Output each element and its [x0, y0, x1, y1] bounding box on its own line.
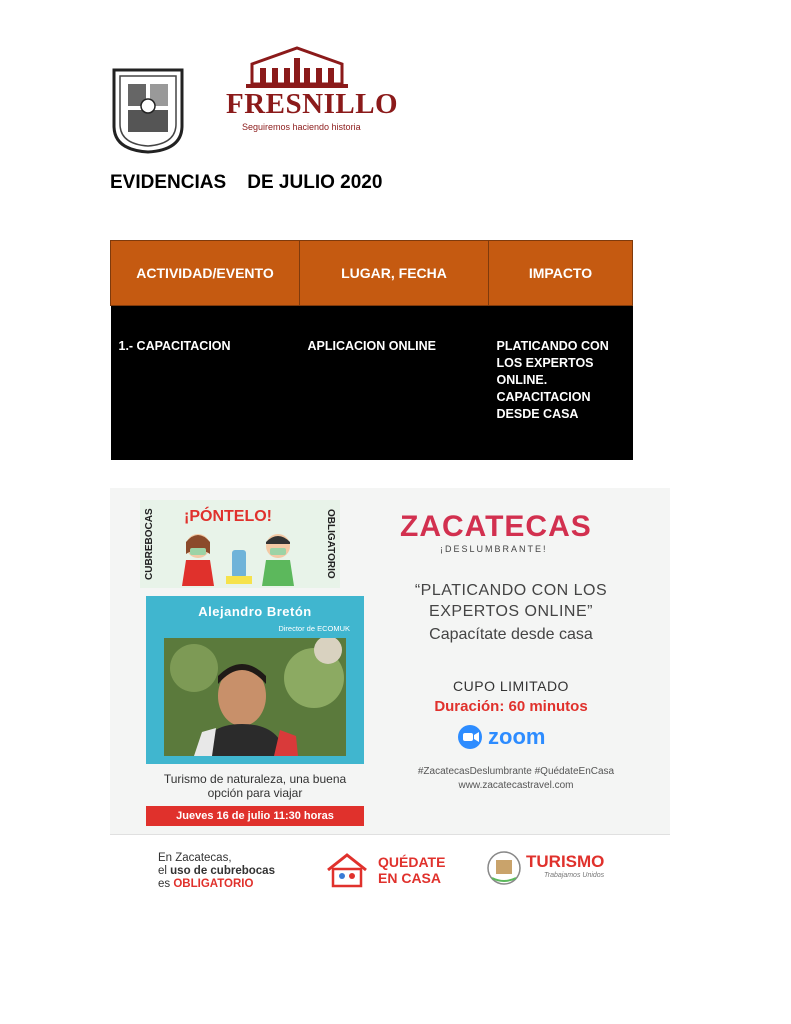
speaker-name: Alejandro Bretón: [198, 604, 312, 619]
house-icon: [324, 852, 370, 888]
notice-line-1: En Zacatecas,: [158, 852, 232, 864]
cubrebocas-vertical-label: CUBREBOCAS: [144, 508, 155, 580]
fresnillo-tagline: Seguiremos haciendo historia: [242, 122, 361, 132]
speaker-role: Director de ECOMUK: [278, 624, 350, 633]
cell-lugar-fecha: APLICACION ONLINE: [300, 306, 489, 461]
zacatecas-brand-subtitle: ¡DESLUMBRANTE!: [440, 544, 548, 554]
zoom-wordmark: zoom: [488, 724, 546, 749]
fresnillo-logo: [222, 44, 399, 134]
notice-line-3-red: OBLIGATORIO: [173, 878, 254, 890]
event-quote-title: “PLATICANDO CON LOS EXPERTOS ONLINE”: [414, 582, 608, 620]
turismo-logo-text: TURISMO: [526, 852, 605, 871]
notice-line-2-pre: el: [158, 865, 171, 877]
talk-topic: Turismo de naturaleza, una buena opción para viajar: [163, 772, 347, 800]
evidence-table: [110, 240, 633, 460]
quedate-line-2: EN CASA: [378, 870, 442, 886]
fresnillo-name: FRESNILLO: [226, 88, 399, 120]
masked-people-illustration: [164, 530, 314, 586]
pontelo-panel: [140, 500, 340, 588]
zoom-logo: [458, 724, 568, 750]
cupo-limitado-text: CUPO LIMITADO: [453, 678, 569, 694]
pontelo-title: ¡PÓNTELO!: [184, 508, 272, 525]
zoom-camera-icon: [458, 725, 484, 749]
cubrebocas-notice: [158, 852, 275, 891]
zacatecas-brand: ZACATECAS: [400, 510, 592, 543]
turismo-slogan: Trabajamos Unidos: [544, 872, 605, 879]
capacitate-text: Capacítate desde casa: [429, 626, 593, 643]
municipal-seal-logo: [110, 66, 186, 154]
duration-text: Duración: 60 minutos: [434, 698, 588, 715]
obligatorio-vertical-label: OBLIGATORIO: [325, 509, 336, 579]
event-date-banner: Jueves 16 de julio 11:30 horas: [146, 806, 364, 826]
notice-line-3-pre: es: [158, 878, 174, 890]
table-header-row: [111, 241, 633, 306]
hashtags-text: #ZacatecasDeslumbrante #QuédateEnCasa: [417, 766, 615, 777]
event-flyer: [110, 488, 670, 906]
cell-actividad: 1.- CAPACITACION: [111, 306, 300, 461]
column-header-lugar-fecha: LUGAR, FECHA: [300, 241, 489, 306]
speaker-card: [146, 596, 364, 764]
notice-line-2-bold: uso de cubrebocas: [170, 865, 275, 877]
state-seal-icon: [486, 850, 522, 886]
speaker-photo: [164, 638, 346, 756]
website-text: www.zacatecastravel.com: [458, 780, 574, 791]
quedate-line-1: QUÉDATE: [378, 854, 446, 870]
column-header-actividad: ACTIVIDAD/EVENTO: [111, 241, 300, 306]
quedate-en-casa: [378, 854, 445, 886]
table-row: [111, 306, 633, 461]
cell-impacto: PLATICANDO CON LOS EXPERTOS ONLINE. CAPACITACION DESDE CASA: [489, 306, 633, 461]
column-header-impacto: IMPACTO: [489, 241, 633, 306]
page-title: EVIDENCIAS DE JULIO 2020: [110, 172, 383, 193]
fresnillo-building-icon: [222, 44, 372, 90]
